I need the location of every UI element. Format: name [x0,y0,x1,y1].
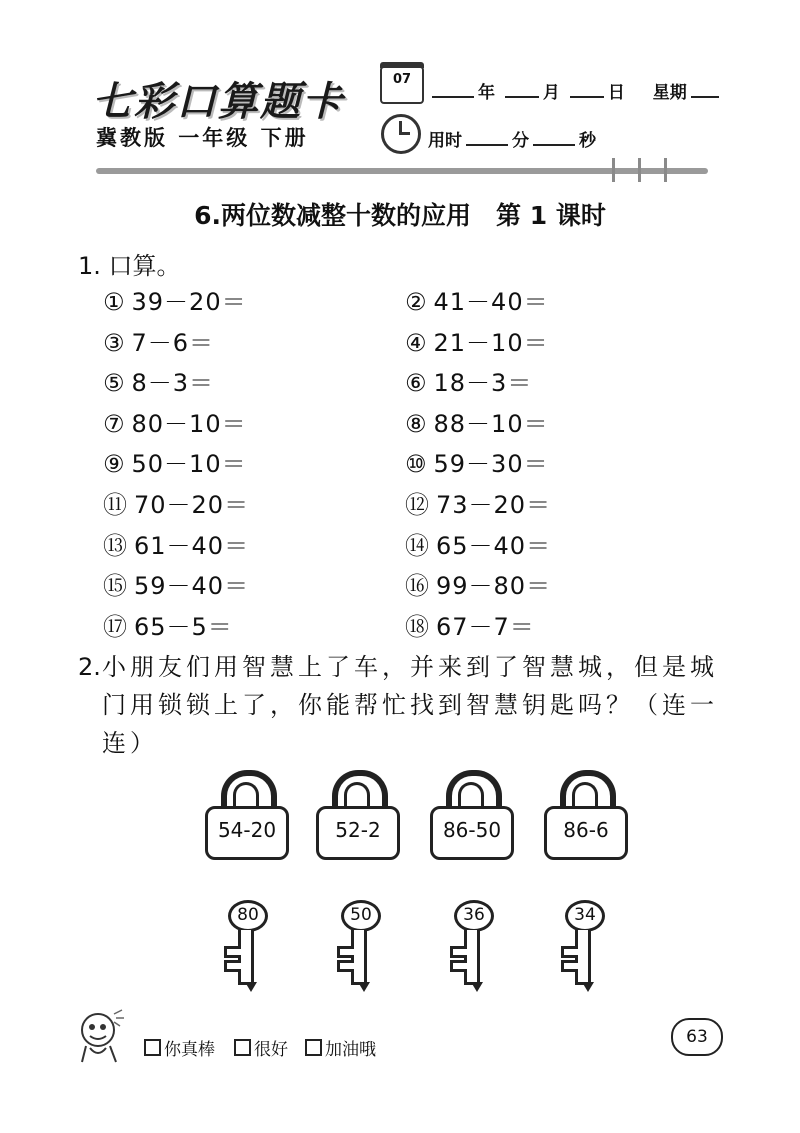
q1-label: 1. 口算。 [78,252,181,280]
problem-item [103,485,249,520]
rating-checkbox[interactable] [234,1039,251,1056]
problem-number: ④ [405,328,428,357]
day-blank[interactable] [570,96,604,98]
page-number: 63 [671,1018,723,1056]
month-label: 月 [542,83,560,103]
header-divider [96,168,708,174]
problem-item [405,444,549,479]
problem-item [103,323,214,358]
problem-expression: 73－20＝ [436,491,552,519]
key[interactable] [339,900,383,992]
problem-item [405,323,549,358]
divider-tick [638,158,641,182]
key-value: 80 [237,905,259,925]
q2-label: 2. [78,653,101,681]
minute-blank[interactable] [466,144,508,146]
problem-item [405,404,549,439]
brand-title: 七彩口算题卡 [92,79,344,125]
problem-number: ⑤ [103,369,126,398]
problem-number: ⑦ [103,409,126,438]
problem-item [103,363,214,398]
problem-expression: 99－80＝ [436,572,552,601]
problem-expression: 80－10＝ [131,409,247,438]
rating-label: 很好 [254,1040,288,1060]
problem-item [103,444,247,479]
problem-expression: 88－10＝ [433,409,549,438]
mascot-icon [70,1006,130,1066]
lock-expression: 86-6 [563,818,609,842]
second-label: 秒 [579,131,596,151]
weekday-label: 星期 [652,83,687,103]
lock[interactable] [544,770,624,860]
problem-expression: 61－40＝ [134,531,250,560]
problem-expression: 18－3＝ [433,369,533,398]
lock[interactable] [430,770,510,860]
minute-label: 分 [512,131,529,151]
problem-item [103,282,247,317]
problem-number: ① [103,288,126,316]
problem-item [103,607,233,642]
problem-expression: 21－10＝ [433,328,549,357]
day-label: 日 [607,83,625,103]
problem-item [405,363,532,398]
problem-number: ⑨ [103,450,126,479]
problem-number: ⑭ [405,531,430,560]
problem-expression: 67－7＝ [436,612,535,641]
problem-expression: 65－40＝ [436,531,552,560]
second-blank[interactable] [533,144,575,146]
problem-item [103,404,247,439]
problem-number: ⑪ [103,491,128,519]
problem-expression: 70－20＝ [134,491,250,519]
divider-tick [612,158,615,182]
rating-checkbox[interactable] [305,1039,322,1056]
lock-expression: 54-20 [217,818,277,842]
problem-expression: 41－40＝ [433,288,549,316]
divider-tick [664,158,667,182]
time-fields [428,126,596,151]
calendar-icon [380,66,424,104]
rating-option[interactable] [305,1035,376,1060]
date-fields [428,78,723,103]
weekday-blank[interactable] [691,96,719,98]
q2-block [78,648,738,762]
rating-label: 加油哦 [325,1040,376,1060]
key[interactable] [226,900,270,992]
year-blank[interactable] [432,96,474,98]
key[interactable] [563,900,607,992]
problem-number: ⑮ [103,572,128,601]
key-value: 34 [574,905,596,925]
calendar-day: 07 [392,72,412,87]
problem-expression: 50－10＝ [131,450,247,479]
problem-number: ⑩ [405,450,428,479]
problem-number: ⑰ [103,612,128,641]
lock-expression: 86-50 [442,818,502,842]
problem-number: ② [405,288,428,316]
q2-text: 小朋友们用智慧上了车，并来到了智慧城，但是城门用锁锁上了，你能帮忙找到智慧钥匙吗？（连一连） [102,653,718,757]
problem-number: ⑬ [103,531,128,560]
problem-expression: 59－30＝ [433,450,549,479]
rating-option[interactable] [234,1035,288,1060]
problem-number: ⑱ [405,612,430,641]
month-blank[interactable] [505,96,539,98]
problem-item [103,566,249,601]
lock[interactable] [205,770,285,860]
rating-label: 你真棒 [164,1040,215,1060]
problem-expression: 59－40＝ [134,572,250,601]
clock-icon [381,114,421,154]
lesson-title: 6.两位数减整十数的应用 第 1 课时 [194,201,606,230]
problem-item [405,607,535,642]
problem-item [405,526,551,561]
rating-checkbox[interactable] [144,1039,161,1056]
problem-expression: 8－3＝ [131,369,215,398]
problem-expression: 39－20＝ [131,288,247,316]
key-value: 36 [463,905,485,925]
problem-expression: 7－6＝ [131,328,215,357]
lock[interactable] [316,770,396,860]
problem-expression: 65－5＝ [134,612,233,641]
key-value: 50 [350,905,372,925]
key[interactable] [452,900,496,992]
edition-label: 冀教版 一年级 下册 [96,126,309,150]
problem-number: ⑧ [405,409,428,438]
problem-item [103,526,249,561]
lock-expression: 52-2 [335,818,381,842]
rating-option[interactable] [144,1035,215,1060]
problem-item [405,566,551,601]
problem-number: ⑯ [405,572,430,601]
year-label: 年 [478,83,495,103]
problem-item [405,282,549,317]
problem-number: ③ [103,328,126,357]
problem-number: ⑫ [405,491,430,519]
problem-item [405,485,551,520]
problem-number: ⑥ [405,369,428,398]
time-used-label: 用时 [428,131,462,151]
